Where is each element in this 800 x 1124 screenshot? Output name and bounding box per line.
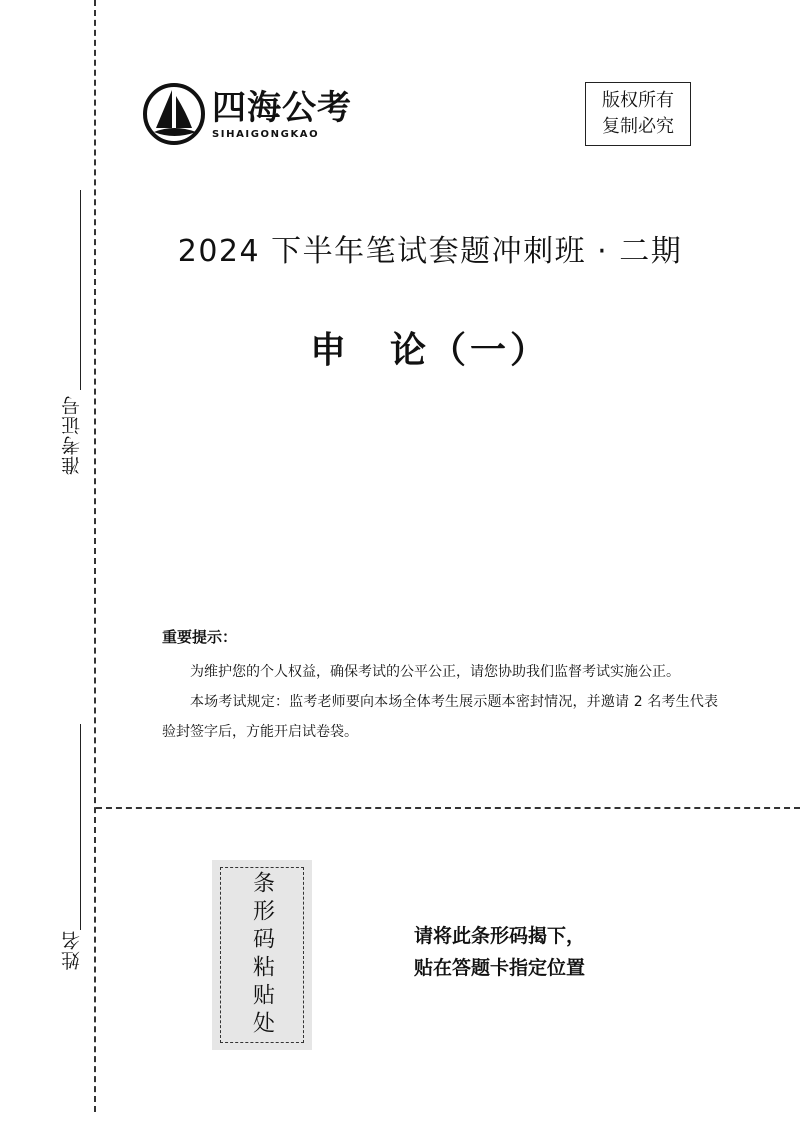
barcode-instruction xyxy=(414,920,585,984)
tear-off-dashed-line xyxy=(96,807,800,809)
notice-heading: 重要提示： xyxy=(162,628,238,646)
exam-title: 2024 下半年笔试套题冲刺班 · 二期 xyxy=(177,234,683,269)
brand-logo xyxy=(142,82,352,146)
copyright-line1: 版权所有 xyxy=(602,90,674,111)
barcode-box-label: 条形码粘贴处 xyxy=(249,871,275,1039)
name-label: 姓名 xyxy=(61,930,83,970)
logo-name-cn: 四海公考 xyxy=(212,87,352,128)
notice-paragraph-2: 本场考试规定：监考老师要向本场全体考生展示题本密封情况，并邀请 2 名考生代表验封签字后，方能开启试卷袋。 xyxy=(162,694,718,740)
barcode-instruction-line2: 贴在答题卡指定位置 xyxy=(414,957,586,979)
logo-name-en: SIHAIGONGKAO xyxy=(212,128,320,140)
barcode-instruction-line1: 请将此条形码揭下， xyxy=(414,925,586,947)
exam-id-label: 准考证号 xyxy=(61,395,83,475)
notice-paragraph-1: 为维护您的个人权益，确保考试的公平公正，请您协助我们监督考试实施公正。 xyxy=(190,664,680,680)
copyright-line2: 复制必究 xyxy=(602,116,674,137)
binding-dashed-line xyxy=(94,0,96,1112)
subject-title: 申 论（一） xyxy=(309,330,550,371)
name-write-line[interactable] xyxy=(80,724,81,930)
exam-id-write-line[interactable] xyxy=(80,190,81,390)
important-notice xyxy=(162,626,718,747)
copyright-box xyxy=(585,82,691,146)
barcode-paste-box[interactable] xyxy=(220,867,304,1043)
sail-logo-icon xyxy=(142,82,206,146)
